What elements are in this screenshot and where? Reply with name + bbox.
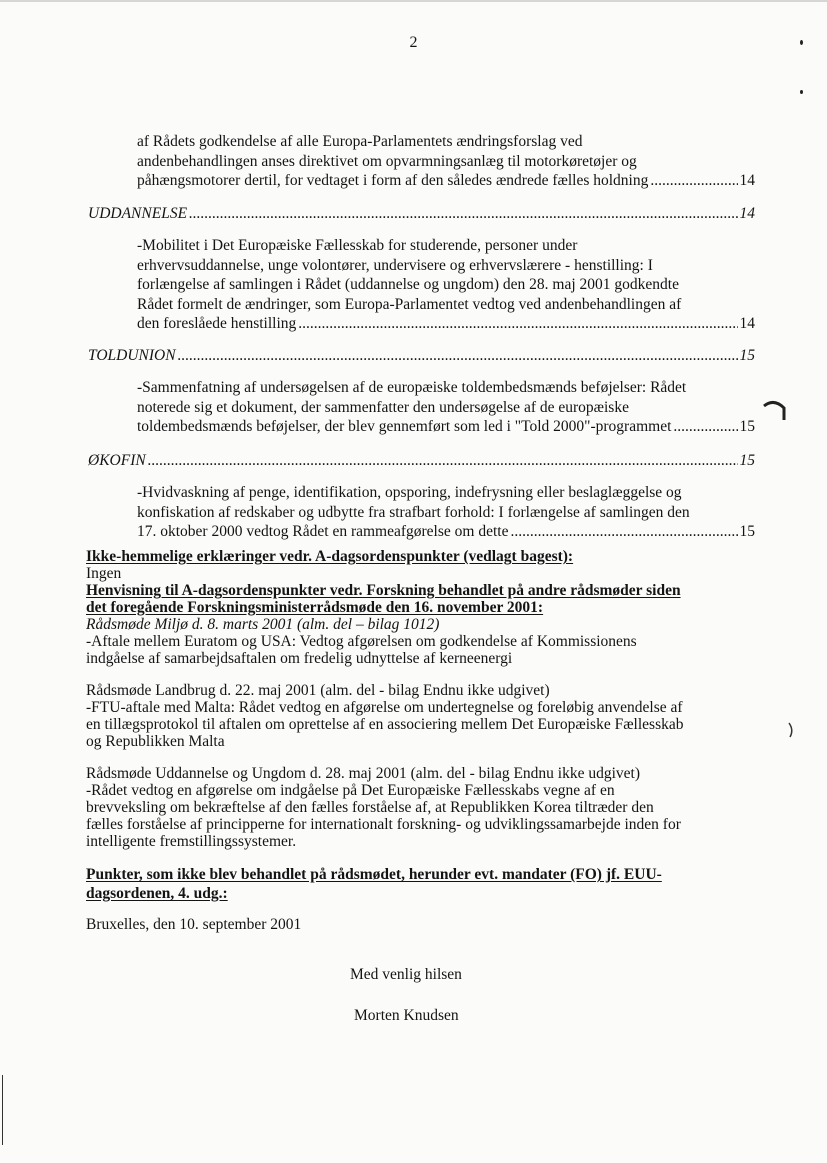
- declarations-block: [86, 548, 766, 667]
- toc-entry-text: 17. oktober 2000 vedtog Rådet en rammeafgørelse om dette: [137, 523, 509, 540]
- toc-entry-text: påhængsmotorer dertil, for vedtaget i form af den således ændrede fælles holdning: [137, 172, 649, 189]
- text-line: konfiskation af redskaber og udbytte fra strafbart forhold: I forlængelse af samlingen den: [137, 503, 690, 521]
- references-heading-line: Henvisning til A-dagsordenspunkter vedr. Forskning behandlet på andre rådsmøder siden: [86, 582, 681, 599]
- intro-paragraph: [137, 132, 755, 191]
- section-page-number: 14: [739, 205, 755, 222]
- section-body-okofin: [137, 483, 755, 542]
- toc-page-number: 15: [739, 523, 755, 540]
- mandates-heading-line: dagsordenen, 4. udg.:: [86, 885, 228, 902]
- text-line: erhvervsuddannelse, unge volontører, undervisere og erhvervslærere - henstilling: I: [137, 256, 653, 274]
- section-body-toldunion: [137, 378, 755, 437]
- meeting-title: Rådsmøde Uddannelse og Ungdom d. 28. maj 2001 (alm. del - bilag Endnu ikke udgivet): [86, 765, 641, 782]
- dot-leader: [178, 346, 738, 366]
- text-line: -Sammenfatning af undersøgelsen af de europæiske toldembedsmænds beføjelser: Rådet: [137, 379, 687, 396]
- section-page-number: 15: [739, 452, 755, 469]
- section-title: ØKOFIN: [88, 452, 146, 469]
- text-line: og Republikken Malta: [86, 733, 225, 750]
- dot-leader: [673, 417, 737, 437]
- section-body-uddannelse: [137, 236, 755, 334]
- dot-leader: [148, 451, 738, 471]
- toc-page-number: 14: [739, 172, 755, 189]
- text-line: andenbehandlingen anses direktivet om opvarmningsanlæg til motorkøretøjer og: [137, 152, 637, 170]
- section-title: UDDANNELSE: [88, 205, 188, 222]
- mandates-heading: [86, 865, 766, 903]
- section-heading-toldunion: [88, 346, 755, 366]
- text-line: -Aftale mellem Euratom og USA: Vedtog afgørelsen om godkendelse af Kommissionens: [86, 633, 637, 650]
- scan-left-edge: [2, 1075, 3, 1145]
- page-number: 2: [409, 34, 418, 51]
- text-line: en tillægsprotokol til aftalen om oprettelse af en associering mellem Det Europæiske Fællesskab: [86, 716, 684, 733]
- toc-entry: [137, 314, 755, 334]
- dot-leader: [298, 314, 737, 334]
- toc-page-number: 14: [739, 315, 755, 332]
- text-line: fælles forståelse af principperne for internationalt forskning- og udviklingssamarbejde inden for: [86, 816, 681, 833]
- toc-entry-text: den foreslåede henstilling: [137, 315, 297, 332]
- text-line: Rådet formelt de ændringer, som Europa-Parlamentet vedtog ved andenbehandlingen af: [137, 295, 682, 313]
- declarations-heading: Ikke-hemmelige erklæringer vedr. A-dagsordenspunkter (vedlagt bagest):: [86, 548, 574, 565]
- section-heading-okofin: [88, 451, 755, 471]
- text-line: af Rådets godkendelse af alle Europa-Parlamentets ændringsforslag ved: [137, 133, 583, 150]
- meeting-uddannelse: [86, 765, 766, 850]
- scan-top-border: [0, 0, 827, 2]
- text-line: brevveksling om bekræftelse af den fælles forståelse af, at Republikken Korea tiltræder den: [86, 799, 654, 816]
- greeting: Med venlig hilsen: [350, 966, 462, 983]
- dot-leader: [510, 522, 737, 542]
- text-line: -FTU-aftale med Malta: Rådet vedtog en afgørelse om undertegnelse og foreløbig anvendelse af: [86, 699, 683, 716]
- signature: Morten Knudsen: [354, 1007, 459, 1024]
- mandates-heading-line: Punkter, som ikke blev behandlet på rådsmødet, herunder evt. mandater (FO) jf. EUU-: [86, 866, 662, 883]
- text-line: -Mobilitet i Det Europæiske Fællesskab for studerende, personer under: [137, 237, 578, 254]
- text-line: noterede sig et dokument, der sammenfatter den undersøgelse af de europæiske: [137, 398, 629, 416]
- meeting-title: Rådsmøde Miljø d. 8. marts 2001 (alm. del – bilag 1012): [86, 616, 440, 633]
- toc-entry-text: toldembedsmænds beføjelser, der blev gennemført som led i "Told 2000"-programmet: [137, 418, 672, 435]
- toc-entry: [137, 171, 755, 191]
- section-heading-uddannelse: [88, 204, 755, 224]
- place-date: Bruxelles, den 10. september 2001: [86, 916, 302, 933]
- references-heading-line: det foregående Forskningsministerrådsmøde den 16. november 2001:: [86, 599, 544, 616]
- toc-page-number: 15: [739, 418, 755, 435]
- text-line: forlængelse af samlingen i Rådet (uddannelse og ungdom) den 28. maj 2001 godkendte: [137, 276, 679, 293]
- section-page-number: 15: [739, 347, 755, 364]
- declarations-text: Ingen: [86, 565, 122, 582]
- meeting-title: Rådsmøde Landbrug d. 22. maj 2001 (alm. del - bilag Endnu ikke udgivet): [86, 682, 550, 699]
- scan-hole-mark: [786, 720, 796, 740]
- text-line: -Hvidvaskning af penge, identifikation, opsporing, indefrysning eller beslaglæggelse og: [137, 484, 682, 501]
- section-title: TOLDUNION: [88, 347, 176, 364]
- toc-entry: [137, 417, 755, 437]
- scan-speck: [800, 90, 803, 94]
- text-line: -Rådet vedtog en afgørelse om indgåelse på Det Europæiske Fællesskabs vegne af en: [86, 782, 615, 799]
- scan-hole-mark: [760, 398, 790, 426]
- dot-leader: [650, 171, 737, 191]
- toc-entry: [137, 522, 755, 542]
- text-line: intelligente fremstillingssystemer.: [86, 833, 297, 850]
- meeting-landbrug: [86, 682, 766, 750]
- text-line: indgåelse af samarbejdsaftalen om fredelig udnyttelse af kerneenergi: [86, 650, 513, 667]
- dot-leader: [189, 204, 737, 224]
